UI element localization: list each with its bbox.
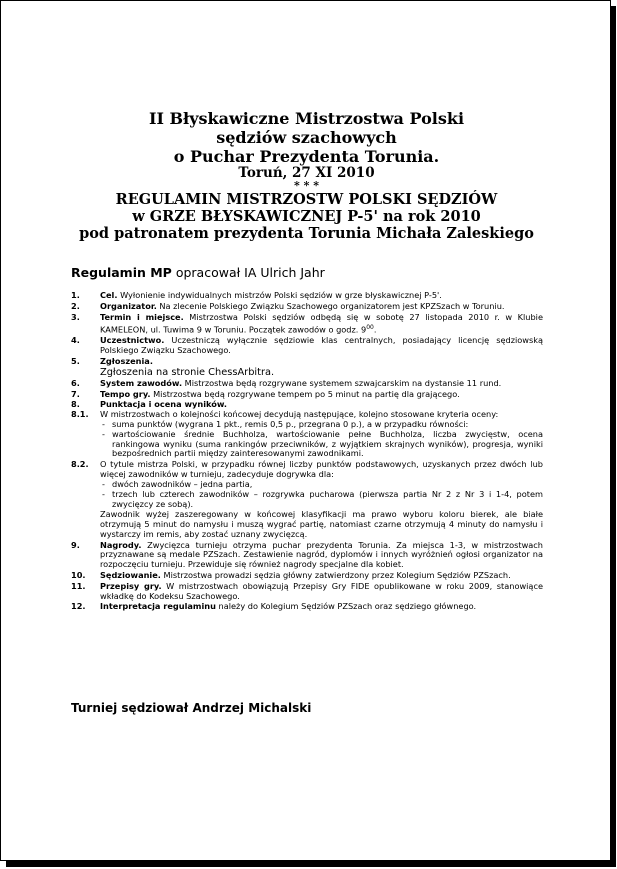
item-text: Mistrzostwa będą rozgrywane tempem po 5 minut na partię dla grającego.: [150, 388, 460, 399]
title-line-3: o Puchar Prezydenta Torunia.: [173, 147, 440, 166]
item-text: Mistrzostwa Polski sędziów odbędą się w sobotę 27 listopada 2010 r. w Klubie KAMELEON, ul. Tuwima 9 w Toruniu. Początek zawodów o godz. 9: [100, 311, 543, 335]
item-heading: Nagrody.: [100, 539, 142, 550]
item-text: Uczestniczą wyłącznie sędziowie klas centralnych, posiadający licencję sędziowską Polskiego Związku Szachowego.: [100, 335, 543, 356]
regulation-item-1: [71, 291, 543, 301]
playoff-bullet-1: - dwóch zawodników – jedna partia,: [100, 480, 543, 490]
title-line-2: sędziów szachowych: [216, 128, 397, 147]
regulation-item-12: [71, 602, 543, 612]
item-heading: Organizator.: [100, 300, 157, 311]
regulation-item-5: [71, 357, 543, 379]
regulation-title-1: REGULAMIN MISTRZOSTW POLSKI SĘDZIÓW: [115, 191, 498, 208]
item-number: 8.2.: [71, 459, 89, 470]
regulation-item-8-1: [71, 410, 543, 460]
item-text: O tytule mistrza Polski, w przypadku równej liczby punktów podstawowych, uzyskanych przez dwóch lub więcej zawodników w turnieju, zadecyduje dogrywka dla:: [100, 459, 543, 480]
criteria-bullet-2: - wartościowanie średnie Buchholza, wartościowanie pełne Buchholza, liczba zwycięstw, ocena rankingowa wyniku (suma rankingów przeciwników, z wyjątkiem skrajnych wyników), progresja, wyniki bezpośrednich partii między zainteresowanymi zawodnikami.: [100, 430, 543, 460]
item-number: 4.: [71, 335, 80, 346]
item-text: Wyłonienie indywidualnych mistrzów Polski sędziów w grze błyskawicznej P-5'.: [117, 290, 442, 300]
regulation-item-10: [71, 571, 543, 581]
item-number: 10.: [71, 570, 86, 581]
regulation-title-3: pod patronatem prezydenta Torunia Michała Zaleskiego: [79, 225, 534, 242]
item-number: 11.: [71, 581, 86, 592]
item-number: 9.: [71, 539, 80, 550]
item-heading: Uczestnictwo.: [100, 335, 165, 346]
regulation-item-6: [71, 379, 543, 389]
item-number: 1.: [71, 290, 80, 300]
item-heading: Interpretacja regulaminu: [100, 601, 216, 612]
author-label: Regulamin MP: [71, 265, 172, 280]
item-heading: Sędziowanie.: [100, 570, 161, 581]
regulation-item-3: [71, 313, 543, 336]
document-title: [1, 109, 612, 242]
author-text: opracował IA Ulrich Jahr: [171, 265, 325, 280]
item-text: Mistrzostwa prowadzi sędzia główny zatwierdzony przez Kolegium Sędziów PZSzach.: [160, 570, 511, 581]
item-number: 12.: [71, 601, 86, 612]
item-text: Zgłoszenia na stronie ChessArbitra.: [100, 367, 275, 379]
item-text-end: .: [373, 324, 377, 335]
playoff-bullet-2: - trzech lub czterech zawodników – rozgrywka pucharowa (pierwsza partia Nr 2 z Nr 3 i 1-4, potem zwycięzcy ze sobą).: [100, 490, 543, 510]
title-line-1: II Błyskawiczne Mistrzostwa Polski: [148, 109, 465, 128]
regulation-item-8-2: [71, 460, 543, 539]
page-shadow-right: [611, 6, 616, 867]
criteria-bullet-1: - suma punktów (wygrana 1 pkt., remis 0,5 p., przegrana 0 p.), a w przypadku równości:: [100, 420, 543, 430]
regulation-item-4: [71, 336, 543, 356]
item-number: 7.: [71, 388, 80, 399]
page-shadow-bottom: [6, 861, 616, 867]
item-heading: Przepisy gry.: [100, 581, 162, 592]
regulation-title-2: w GRZE BŁYSKAWICZNEJ P-5' na rok 2010: [132, 208, 481, 225]
item-text: W mistrzostwach o kolejności końcowej decydują następujące, kolejno stosowane kryteria oceny:: [100, 408, 499, 419]
referee-footer: Turniej sędziował Andrzej Michalski: [71, 701, 312, 715]
title-separator: * * *: [294, 179, 319, 192]
item-heading: Termin i miejsce.: [100, 311, 184, 322]
item-number: 2.: [71, 300, 80, 311]
regulation-item-11: [71, 582, 543, 602]
item-number: 8.: [71, 398, 80, 409]
item-number: 6.: [71, 378, 80, 389]
item-text: Mistrzostwa będą rozgrywane systemem szwajcarskim na dystansie 11 rund.: [182, 378, 502, 389]
item-number: 5.: [71, 356, 80, 367]
item-text: należy do Kolegium Sędziów PZSzach oraz sędziego głównego.: [215, 601, 477, 612]
item-text-2: Zawodnik wyżej zaszeregowany w końcowej klasyfikacji ma prawo wyboru koloru bierek, ale białe otrzymują 5 minut do namysłu i muszą wygrać partię, natomiast czarne otrzymują 4 minuty do namysłu i wystarczy im remis, aby zostać uznany zwycięzcą.: [100, 508, 543, 539]
title-place-date: Toruń, 27 XI 2010: [238, 165, 375, 181]
item-text: Zwycięzca turnieju otrzyma puchar prezydenta Torunia. Za miejsca 1-3, w mistrzostwach przyznawane są medale PZSzach. Zestawienie nagród, dyplomów i innych wyróżnień ogłosi organizator na rozpoczęciu turnieju. Przewiduje się również nagrody specjalne dla kobiet.: [100, 539, 543, 570]
item-heading: Zgłoszenia.: [100, 356, 153, 367]
item-text: Na zlecenie Polskiego Związku Szachowego organizatorem jest KPZSzach w Toruniu.: [156, 300, 505, 311]
item-number: 8.1.: [71, 408, 89, 419]
author-line: [71, 265, 325, 281]
regulation-item-2: [71, 302, 543, 312]
item-heading: Tempo gry.: [100, 388, 151, 399]
item-heading: System zawodów.: [100, 378, 183, 389]
item-number: 3.: [71, 311, 80, 322]
regulation-item-9: [71, 541, 543, 571]
time-superscript: 00: [366, 323, 374, 331]
item-heading: Punktacja i ocena wyników.: [100, 398, 228, 409]
item-text: W mistrzostwach obowiązują Przepisy Gry FIDE opublikowane w roku 2009, stanowiące wkładkę do Kodeksu Szachowego.: [100, 581, 543, 602]
item-heading: Cel.: [100, 290, 118, 300]
regulation-list: [71, 291, 543, 612]
